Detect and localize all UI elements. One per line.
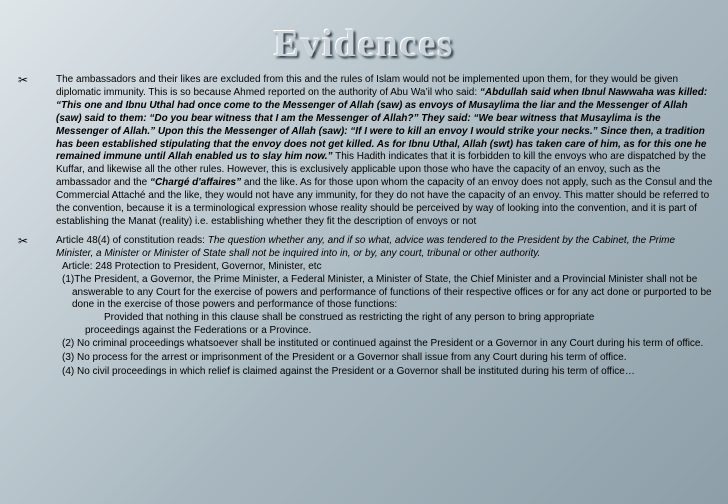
scissors-icon: ✂ — [18, 73, 29, 87]
bullet2-text1: Article 48(4) of constitution reads: — [56, 234, 208, 246]
slide-title: Evidences — [273, 23, 455, 65]
bullet1-text3: and the like. As for those upon whom the capacity of an envoy does not apply, such as the Consul and the Commercial Attaché and the like, they would not have any immunity, for they do not have the capacity of an envoy. This matter should be referred to the convention, because it is a terminological expression whose reality should be perceived by way of looking into the convention, and it is part of establishing the Manat (reality) i.e. establishing whether they fit the description of envoys or not — [56, 177, 713, 227]
article-248-clause-1: (1)The President, a Governor, the Prime Minister, a Federal Minister, a Minister of State, the Chief Minister and a Provincial Minister shall not be answerable to any Court for the exercise of powers and performance of functions of their respective offices or for any act done or purported to be done in the exercise of those powers and performance of those functions: — [62, 273, 712, 311]
bullet1-text1: The ambassadors and their likes are excluded from this and the rules of Islam would not be implemented upon them, for they would be given diplomatic immunity. This is so because Ahmed reported on the authority of Abu Wa’il who said: — [56, 74, 679, 98]
article-248-clause-2: (2) No criminal proceedings whatsoever shall be instituted or continued against the President or a Governor in any Court during his term of office. — [62, 338, 704, 350]
article-248-clause-4: (4) No civil proceedings in which relief is claimed against the President or a Governor shall be instituted during his term of office… — [62, 365, 635, 377]
article-248-proviso-line-1: Provided that nothing in this clause shall be construed as restricting the right of any person to bring appropriate — [104, 312, 595, 324]
bullet2-article-quote: The question whether any, and if so what, advice was tendered to the President by the Cabinet, the Prime Minister, a Minister or Minister of State shall not be inquired into in, or by, any court, tribunal or other authority. — [56, 234, 676, 259]
bullet-ambassadors — [14, 74, 714, 229]
bullet1-text2: This Hadith indicates that it is forbidden to kill the envoys who are dispatched by the Kuffar, and likewise all the other rules. However, this is exclusively applicable upon those who have the capacity of an envoy, such as the ambassador and the — [56, 151, 706, 189]
bullet1-hadith-quote: “Abdullah said when Ibnul Nawwaha was killed: “This one and Ibnu Uthal had once come to the Messenger of Allah (saw) as envoys of Musaylima the liar and the Messenger of Allah (saw) said to them: “Do you bear witness that I am the Messenger of Allah?” They said: “We bear witness that Musaylima is the Messenger of Allah.” Upon this the Messenger of Allah (saw): “If I were to kill an envoy I would strike your necks.” Since then, a tradition has been established stipulating that the envoy does not get killed. As for Ibnu Uthal, Allah (swt) has taken care of him, as for this one he remained immune until Allah enabled us to slay him now.” — [56, 86, 708, 163]
scissors-icon: ✂ — [18, 233, 29, 248]
bullet-article-48 — [14, 235, 714, 261]
article-248-heading: Article: 248 Protection to President, Governor, Minister, etc — [62, 260, 322, 272]
slide-content — [14, 74, 714, 379]
article-248-proviso-line-2: proceedings against the Federations or a Province. — [85, 325, 312, 337]
bullet1-charge-daffaires: “Chargé d'affaires” — [149, 177, 242, 189]
article-248-clause-3: (3) No process for the arrest or imprisonment of the President or a Governor shall issue from any Court during his term of office. — [62, 352, 627, 364]
